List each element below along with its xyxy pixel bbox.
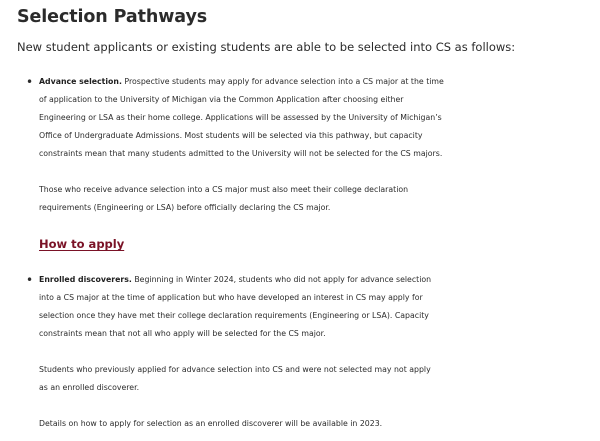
enrolled-discoverers-lead: Enrolled discoverers. — [39, 275, 132, 284]
enrolled-details-paragraph — [39, 415, 599, 433]
advance-selection-paragraph — [39, 73, 599, 163]
advance-line-4: Office of Undergraduate Admissions. Most students will be selected via this pathway, but capacity — [39, 131, 423, 140]
advance-line-3: Engineering or LSA as their home college. Applications will be assessed by the University of Michigan’s — [39, 113, 442, 122]
advance-line-5: constraints mean that many students admitted to the University will not be selected for the CS majors. — [39, 149, 443, 158]
enrolled-line-4: constraints mean that not all who apply will be selected for the CS major. — [39, 329, 326, 338]
enrolled-previous-applicants-paragraph — [39, 361, 599, 397]
enrolled-line-2: into a CS major at the time of application but who have developed an interest in CS may apply for — [39, 293, 423, 302]
enrolled-previous-line-1: Students who previously applied for advance selection into CS and were not selected may not apply — [39, 365, 431, 374]
advance-line-2: of application to the University of Michigan via the Common Application after choosing either — [39, 95, 404, 104]
bullet-dot-icon: • — [26, 75, 34, 89]
enrolled-previous-line-2: as an enrolled discoverer. — [39, 383, 140, 392]
advance-declaration-line-2: requirements (Engineering or LSA) before officially declaring the CS major. — [39, 203, 331, 212]
enrolled-line-1: Enrolled discoverers. Beginning in Winter 2024, students who did not apply for advance selection — [39, 275, 432, 284]
enrolled-line-3: selection once they have met their college declaration requirements (Engineering or LSA). Capacity — [39, 311, 429, 320]
bullet-dot-icon: • — [26, 273, 34, 287]
enrolled-details-line-1: Details on how to apply for selection as an enrolled discoverer will be available in 2023. — [39, 419, 383, 428]
page-title: Selection Pathways — [17, 7, 208, 27]
intro-text: New student applicants or existing students are able to be selected into CS as follows: — [17, 40, 516, 54]
advance-declaration-line-1: Those who receive advance selection into a CS major must also meet their college declaration — [39, 185, 409, 194]
advance-selection-lead: Advance selection. — [39, 77, 122, 86]
enrolled-discoverers-paragraph — [39, 271, 599, 343]
how-to-apply-link[interactable]: How to apply — [39, 237, 125, 251]
advance-declaration-paragraph — [39, 181, 599, 217]
advance-line-1: Advance selection. Prospective students may apply for advance selection into a CS major at the time — [39, 77, 444, 86]
